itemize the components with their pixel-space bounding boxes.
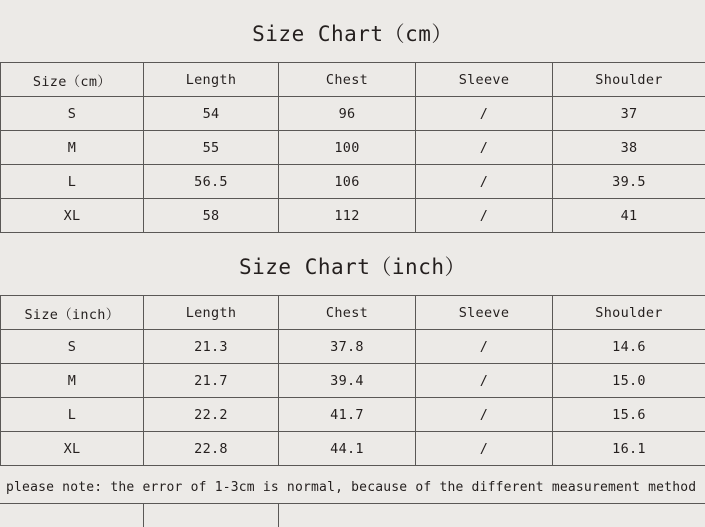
measurement-note: please note: the error of 1-3cm is normal, because of the different measurement method — [6, 480, 697, 495]
cell-size: XL — [1, 199, 144, 233]
cell-sleeve: / — [416, 97, 553, 131]
cell-shoulder: 41 — [553, 199, 705, 233]
table-row — [1, 364, 705, 398]
cell-shoulder: 16.1 — [553, 432, 705, 466]
column-header-shoulder: Shoulder — [553, 63, 705, 97]
cell-chest: 96 — [279, 97, 416, 131]
cell-shoulder: 37 — [553, 97, 705, 131]
cell-sleeve: / — [416, 364, 553, 398]
column-header-chest: Chest — [279, 63, 416, 97]
cell-size: S — [1, 330, 144, 364]
column-header-chest: Chest — [279, 296, 416, 330]
column-header-length: Length — [144, 63, 279, 97]
table-header-row — [1, 296, 705, 330]
cell-length: 55 — [144, 131, 279, 165]
cell-sleeve: / — [416, 432, 553, 466]
table-row — [1, 330, 705, 364]
cell-length: 58 — [144, 199, 279, 233]
table-row — [1, 131, 705, 165]
cell-sleeve: / — [416, 199, 553, 233]
bottom-cell-left — [0, 504, 144, 527]
cell-sleeve: / — [416, 330, 553, 364]
bottom-cell-second — [143, 504, 279, 527]
cell-length: 54 — [144, 97, 279, 131]
cell-chest: 39.4 — [279, 364, 416, 398]
cell-chest: 44.1 — [279, 432, 416, 466]
cell-size: L — [1, 398, 144, 432]
column-header-sleeve: Sleeve — [416, 296, 553, 330]
table-row — [1, 165, 705, 199]
size-table-inch — [0, 295, 705, 466]
cell-sleeve: / — [416, 398, 553, 432]
table-row — [1, 199, 705, 233]
cell-size: M — [1, 364, 144, 398]
cell-length: 22.2 — [144, 398, 279, 432]
size-chart-inch-section — [0, 233, 705, 466]
cell-size: XL — [1, 432, 144, 466]
page-title-inch: Size Chart（inch） — [238, 255, 466, 279]
table-header-row — [1, 63, 705, 97]
cell-shoulder: 15.0 — [553, 364, 705, 398]
cell-length: 22.8 — [144, 432, 279, 466]
cell-shoulder: 38 — [553, 131, 705, 165]
cell-chest: 112 — [279, 199, 416, 233]
cell-length: 21.3 — [144, 330, 279, 364]
size-table-cm — [0, 62, 705, 233]
cell-length: 56.5 — [144, 165, 279, 199]
cell-size: S — [1, 97, 144, 131]
table-row — [1, 432, 705, 466]
column-header-sleeve: Sleeve — [416, 63, 553, 97]
cell-sleeve: / — [416, 165, 553, 199]
cell-shoulder: 39.5 — [553, 165, 705, 199]
cell-chest: 100 — [279, 131, 416, 165]
cell-size: L — [1, 165, 144, 199]
column-header-shoulder: Shoulder — [553, 296, 705, 330]
cell-size: M — [1, 131, 144, 165]
cell-sleeve: / — [416, 131, 553, 165]
table-row — [1, 97, 705, 131]
size-chart-cm-section — [0, 0, 705, 233]
column-header-length: Length — [144, 296, 279, 330]
table-row — [1, 398, 705, 432]
cell-shoulder: 14.6 — [553, 330, 705, 364]
cell-chest: 106 — [279, 165, 416, 199]
bottom-table-continuation — [0, 503, 705, 527]
cell-chest: 37.8 — [279, 330, 416, 364]
cell-length: 21.7 — [144, 364, 279, 398]
column-header-size: Size（inch） — [1, 296, 144, 330]
cell-shoulder: 15.6 — [553, 398, 705, 432]
page-title-cm: Size Chart（cm） — [252, 22, 453, 46]
cell-chest: 41.7 — [279, 398, 416, 432]
column-header-size: Size（cm） — [1, 63, 144, 97]
